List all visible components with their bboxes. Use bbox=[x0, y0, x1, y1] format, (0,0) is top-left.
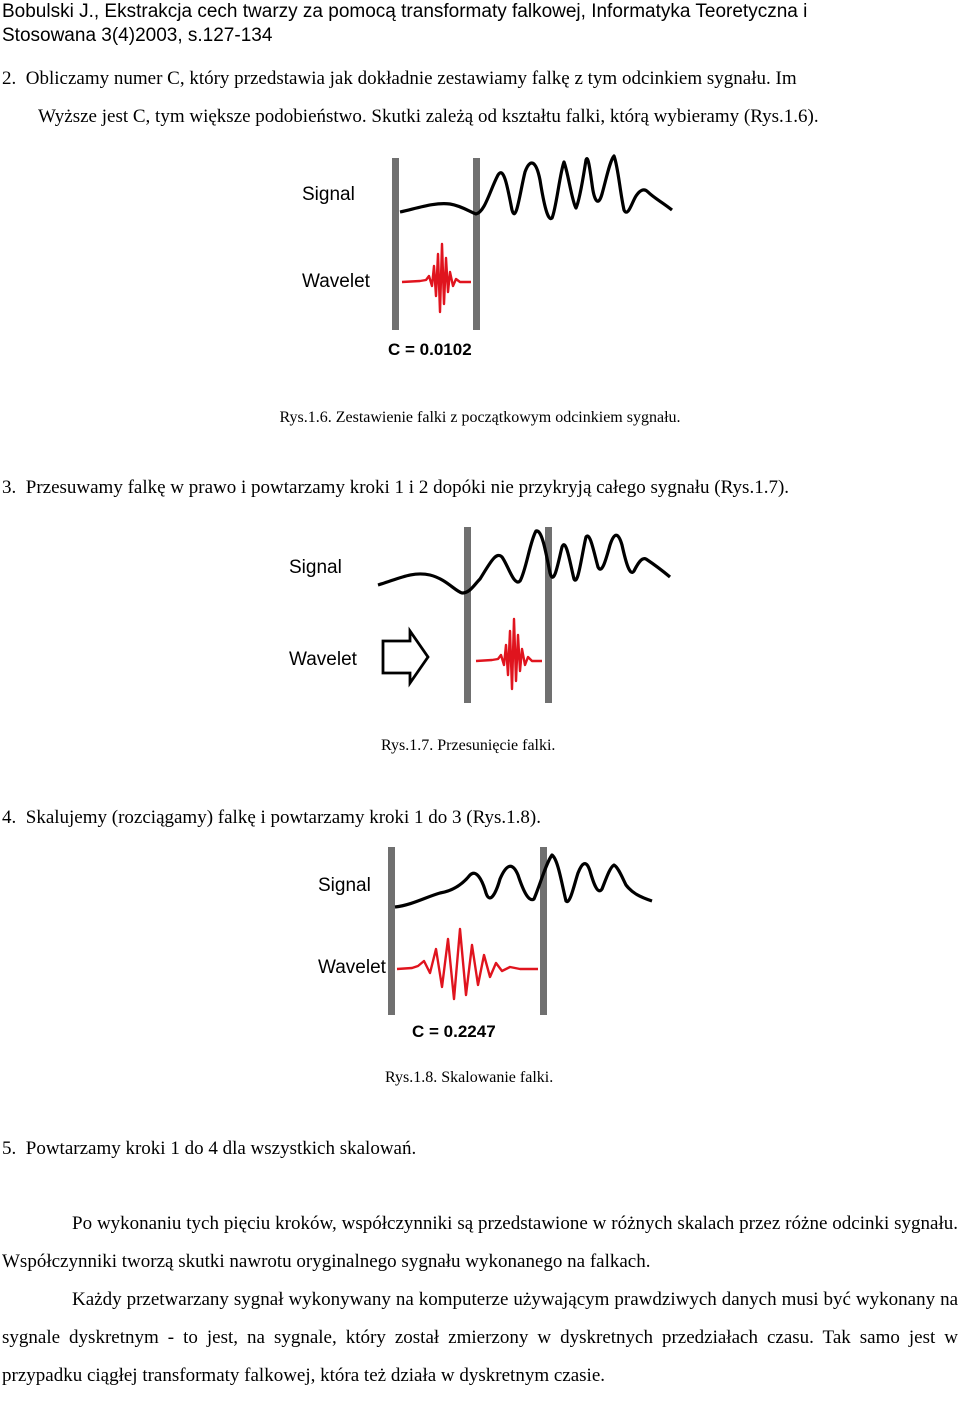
figure-1-8 bbox=[300, 845, 700, 1045]
fig16-right-bar bbox=[473, 158, 480, 330]
fig16-signal-label: Signal bbox=[302, 184, 355, 205]
document-header bbox=[2, 0, 952, 48]
caption-1-7: Rys.1.7. Przesunięcie falki. bbox=[381, 737, 556, 754]
step-2-line-1: 2. Obliczamy numer C, który przedstawia jak dokładnie zestawiamy falkę z tym odcinkiem sygnału. Im bbox=[2, 68, 797, 89]
fig16-c-value: C = 0.0102 bbox=[388, 340, 472, 359]
fig17-signal-line bbox=[378, 531, 670, 593]
fig17-signal-label: Signal bbox=[289, 557, 342, 578]
step-4: 4. Skalujemy (rozciągamy) falkę i powtarzamy kroki 1 do 3 (Rys.1.8). bbox=[2, 807, 542, 828]
body-paragraph-2: Każdy przetwarzany sygnał wykonywany na komputerze używającym prawdziwych danych musi być wykonany na sygnale dyskretnym - to jest, na sygnale, który został zmierzony w dyskretnych przedziałach czasu. Tak samo jest w przypadku ciągłej transformaty falkowej, która też działa w dyskretnym czasie. bbox=[2, 1289, 958, 1386]
fig16-left-bar bbox=[392, 158, 399, 330]
fig17-wavelet-label: Wavelet bbox=[289, 649, 357, 670]
step-3: 3. Przesuwamy falkę w prawo i powtarzamy kroki 1 i 2 dopóki nie przykryją całego sygnału (Rys.1.7). bbox=[2, 477, 790, 498]
step-2-line-2: Wyższe jest C, tym większe podobieństwo. Skutki zależą od kształtu falki, którą wybieramy (Rys.1.6). bbox=[38, 106, 819, 127]
header-line-2: Stosowana 3(4)2003, s.127-134 bbox=[2, 25, 273, 46]
fig18-wavelet-label: Wavelet bbox=[318, 957, 386, 978]
step-5: 5. Powtarzamy kroki 1 do 4 dla wszystkich skalowań. bbox=[2, 1138, 417, 1159]
header-line-1: Bobulski J., Ekstrakcja cech twarzy za pomocą transformaty falkowej, Informatyka Teoretyczna i bbox=[2, 1, 808, 22]
fig16-wavelet-line bbox=[402, 244, 471, 312]
fig18-c-value: C = 0.2247 bbox=[412, 1022, 496, 1041]
fig18-signal-label: Signal bbox=[318, 875, 371, 896]
fig17-wavelet-line bbox=[476, 619, 542, 689]
caption-1-6: Rys.1.6. Zestawienie falki z początkowym odcinkiem sygnału. bbox=[279, 409, 681, 426]
fig18-wavelet-line bbox=[397, 929, 538, 999]
figure-1-7 bbox=[280, 523, 700, 705]
step-2 bbox=[2, 60, 957, 136]
shift-arrow-icon bbox=[383, 631, 428, 683]
figure-1-6 bbox=[280, 150, 700, 365]
fig17-left-bar bbox=[464, 527, 471, 703]
caption-1-8: Rys.1.8. Skalowanie falki. bbox=[385, 1069, 554, 1086]
fig16-signal-line bbox=[400, 156, 672, 219]
fig18-signal-line bbox=[395, 855, 652, 907]
body-paragraph-1: Po wykonaniu tych pięciu kroków, współczynniki są przedstawione w różnych skalach przez różne odcinki sygnału. Współczynniki tworzą skutki nawrotu oryginalnego sygnału wykonanego na falkach. bbox=[2, 1213, 958, 1272]
fig16-wavelet-label: Wavelet bbox=[302, 271, 370, 292]
fig18-left-bar bbox=[388, 847, 395, 1015]
